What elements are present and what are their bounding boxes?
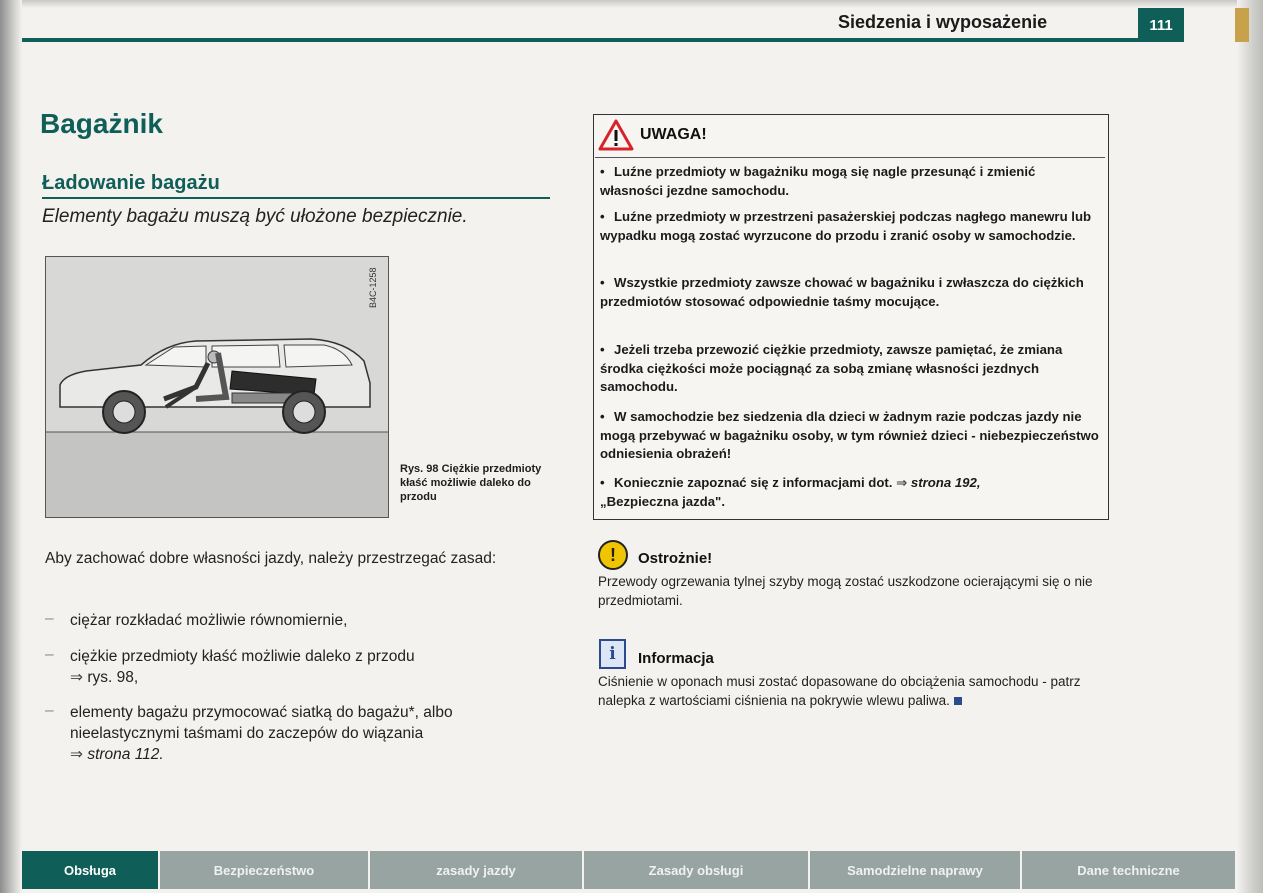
info-title: Informacja: [638, 650, 714, 667]
book-spine-shadow: [0, 0, 22, 893]
warning-divider: [595, 157, 1105, 158]
arrow-ref-icon: ⇒: [70, 669, 83, 686]
tab-zasady-jazdy[interactable]: zasady jazdy: [370, 851, 584, 889]
tab-bezpieczenstwo[interactable]: Bezpieczeństwo: [160, 851, 370, 889]
warning-item: • W samochodzie bez siedzenia dla dzieci w żadnym razie podczas jazdy nie mogą przebywać w bagażniku osoby, w tym również dzieci - niebezpieczeństwo odniesienia obrażeń!: [600, 409, 1099, 461]
tab-dane-techniczne[interactable]: Dane techniczne: [1022, 851, 1237, 889]
figure-illustration: [45, 256, 389, 518]
car-loading-illustration: [46, 257, 388, 517]
caution-icon: !: [598, 540, 628, 570]
warning-item: • Wszystkie przedmioty zawsze chować w bagażniku i zwłaszcza do ciężkich przedmiotów stosować odpowiednie taśmy mocujące.: [600, 275, 1084, 309]
arrow-ref-icon: ⇒: [70, 746, 83, 763]
list-dash: –: [45, 646, 54, 663]
list-item: [70, 610, 550, 631]
list-dash: –: [45, 702, 54, 719]
page-reference-link[interactable]: strona 192,: [910, 475, 981, 490]
header-rule: [22, 38, 1138, 42]
body-paragraph: Aby zachować dobre własności jazdy, należy przestrzegać zasad:: [45, 550, 497, 567]
list-item-text: elementy bagażu przymocować siatką do bagażu*, albo nieelastycznymi taśmami do zaczepów do wiązania: [70, 704, 453, 742]
list-item: [70, 702, 554, 765]
chapter-tabs-bar: [22, 851, 1237, 893]
warning-triangle-icon: [598, 119, 634, 151]
info-text: Ciśnienie w oponach musi zostać dopasowane do obciążenia samochodu - patrz nalepka z wartościami ciśnienia na pokrywie wlewu paliwa.: [598, 674, 1081, 708]
intro-text: Elementy bagażu muszą być ułożone bezpiecznie.: [42, 206, 468, 227]
subsection-rule: [42, 197, 550, 199]
tab-samodzielne-naprawy[interactable]: Samodzielne naprawy: [810, 851, 1022, 889]
info-icon: i: [599, 639, 626, 669]
warning-item: • Luźne przedmioty w przestrzeni pasażerskiej podczas nagłego manewru lub wypadku mogą zostać wyrzucone do przodu i zranić osoby w samochodzie.: [600, 209, 1092, 243]
section-title: Bagażnik: [40, 108, 163, 139]
list-item-text: ciężar rozkładać możliwie równomiernie,: [70, 612, 348, 629]
subsection-title: Ładowanie bagażu: [42, 172, 220, 194]
running-header-title: Siedzenia i wyposażenie: [838, 12, 1048, 32]
tab-zasady-obslugi[interactable]: Zasady obsługi: [584, 851, 810, 889]
figure-caption: Rys. 98 Ciężkie przedmioty kłaść możliwie daleko do przodu: [400, 463, 542, 503]
tab-obsluga[interactable]: Obsługa: [22, 851, 160, 889]
warning-title: UWAGA!: [640, 126, 707, 143]
list-item-text: ciężkie przedmioty kłaść możliwie daleko z przodu: [70, 648, 415, 665]
caution-text: Przewody ogrzewania tylnej szyby mogą zostać uszkodzone ocierającymi się o nie przedmiotami.: [598, 574, 1093, 608]
caution-title: Ostrożnie!: [638, 550, 713, 567]
figure-code: B4C-1258: [368, 267, 378, 309]
warning-item: • Luźne przedmioty w bagażniku mogą się nagle przesunąć i zmienić własności jezdne samochodu.: [600, 164, 1036, 198]
list-dash: –: [45, 610, 54, 627]
warning-item: • Koniecznie zapoznać się z informacjami dot. ⇒ strona 192, „Bezpieczna jazda".: [600, 475, 981, 509]
end-of-section-icon: [954, 697, 962, 705]
page-edge-tab: [1235, 8, 1249, 42]
list-item: [70, 646, 550, 688]
figure-reference-link[interactable]: rys. 98,: [87, 669, 139, 686]
warning-item: • Jeżeli trzeba przewozić ciężkie przedmioty, zawsze pamiętać, że zmiana środka ciężkości może pociągnąć za sobą zmianę własności jezdnych samochodu.: [600, 342, 1063, 394]
page-top-shadow: [0, 0, 1263, 8]
page-number: 111: [1138, 8, 1184, 42]
page-reference-link[interactable]: strona 112.: [87, 746, 164, 763]
reference-title: „Bezpieczna jazda".: [600, 493, 725, 509]
page-edge-shadow: [1237, 0, 1263, 893]
arrow-ref-icon: ⇒: [896, 475, 908, 490]
